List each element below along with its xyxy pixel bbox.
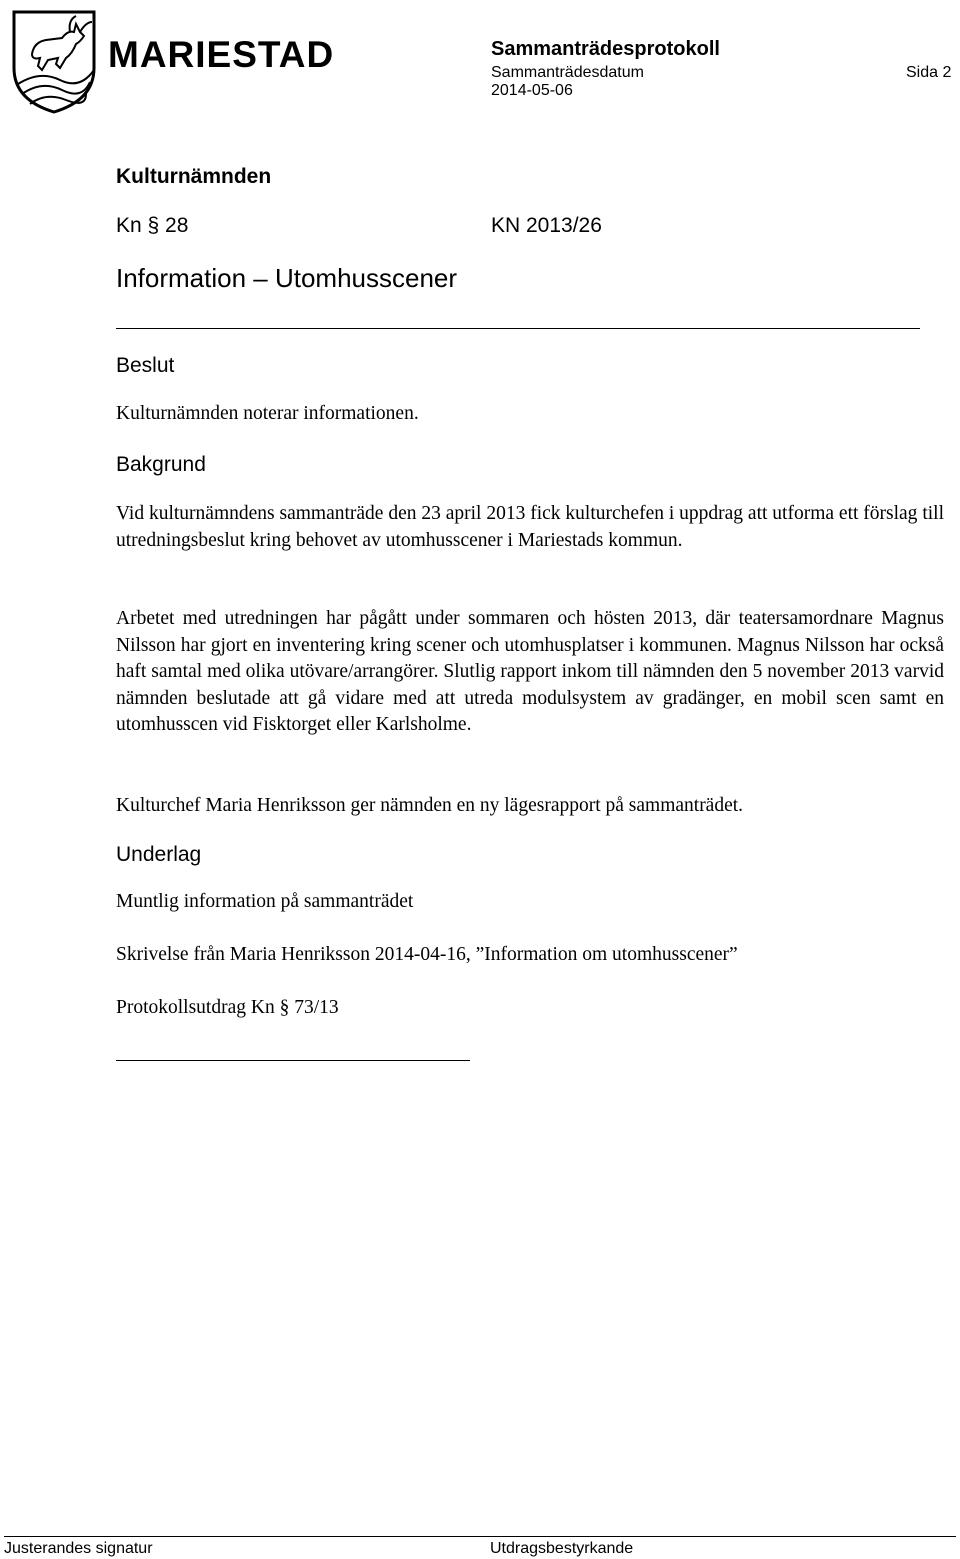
bakgrund-paragraph: Vid kulturnämndens sammanträde den 23 april 2013 fick kulturchefen i uppdrag att utforma ett förslag till utredningsbeslut kring behovet av utomhusscener i Mariestads kommun. <box>116 503 944 551</box>
page-number: Sida 2 <box>906 64 952 81</box>
logo-wordmark: MARIESTAD <box>108 34 335 75</box>
section-heading-beslut: Beslut <box>116 354 175 377</box>
bakgrund-paragraph: Kulturchef Maria Henriksson ger nämnden en ny lägesrapport på sammanträdet. <box>116 795 744 816</box>
footer-signature-label: Justerandes signatur <box>4 1540 153 1557</box>
beslut-text: Kulturnämnden noterar informationen. <box>116 403 419 424</box>
case-number: KN 2013/26 <box>491 214 602 237</box>
bakgrund-paragraph: Arbetet med utredningen har pågått under sommaren och hösten 2013, där teatersamordnare Magnus Nilsson har gjort en inventering kring scener och utomhusplatser i kommunen. Magnus Nilsson har också haft samtal med olika utövare/arrangörer. Slutlig rapport inkom till nämnden den 5 november 2013 varvid nämnden beslutade att gå vidare med att utreda modulsystem av gradänger, en mobil scen samt en utomhusscen vid Fisktorget eller Karlsholme. <box>116 608 944 735</box>
heading-divider <box>116 328 920 329</box>
underlag-item: Protokollsutdrag Kn § 73/13 <box>116 997 339 1018</box>
paragraph-reference: Kn § 28 <box>116 214 189 237</box>
committee-name: Kulturnämnden <box>116 165 272 188</box>
underlag-item: Muntlig information på sammanträdet <box>116 891 414 912</box>
meeting-date-label: Sammanträdesdatum <box>491 64 644 81</box>
end-divider <box>116 1060 470 1061</box>
page-title: Information – Utomhusscener <box>116 263 458 293</box>
footer-divider <box>4 1536 956 1537</box>
section-heading-bakgrund: Bakgrund <box>116 453 206 476</box>
document-title: Sammanträdesprotokoll <box>491 38 720 60</box>
meeting-date: 2014-05-06 <box>491 82 573 99</box>
section-heading-underlag: Underlag <box>116 843 202 866</box>
footer-certification-label: Utdragsbestyrkande <box>490 1540 634 1557</box>
underlag-item: Skrivelse från Maria Henriksson 2014-04-16, ”Information om utomhusscener” <box>116 944 738 965</box>
mariestad-coat-of-arms-icon <box>10 8 98 116</box>
